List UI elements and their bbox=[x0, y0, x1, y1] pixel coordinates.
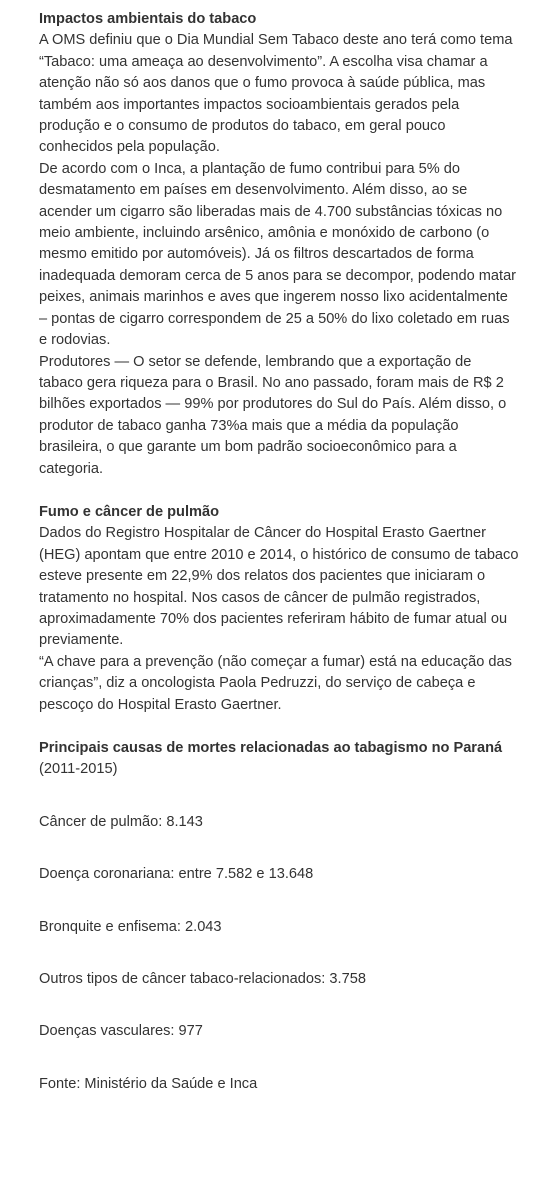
paragraph-heg-data: Dados do Registro Hospitalar de Câncer do Hospital Erasto Gaertner (HEG) apontam que entre 2010 e 2014, o histórico de consumo de tabaco esteve presente em 22,9% dos relatos dos pacientes que iniciaram o tratamento no hospital. Nos casos de câncer de pulmão registrados, aproximadamente 70% dos pacientes referiram hábito de fumar atual ou previamente. bbox=[39, 525, 519, 649]
section-title-death-causes: Principais causas de mortes relacionadas ao tabagismo no Paraná bbox=[39, 740, 503, 756]
period-label: (2011-2015) bbox=[39, 761, 118, 778]
paragraph-inca-deforestation: De acordo com o Inca, a plantação de fumo contribui para 5% do desmatamento em países em desenvolvimento. Além disso, ao se acender um cigarro são liberadas mais de 4.700 substâncias tóxicas no meio ambiente, incluindo arsênico, amônia e monóxido de carbono (o mesmo emitido por automóveis). Já os filtros descartados de forma inadequada demoram cerca de 5 anos para se decompor, podendo matar peixes, animais marinhos e aves que ingerem nosso lixo acidentalmente – pontas de cigarro correspondem de 25 a 50% do lixo coletado em ruas e rodovias. bbox=[39, 160, 517, 349]
paragraph-prevention-quote: “A chave para a prevenção (não começar a fumar) está na educação das crianças”, diz a oncologista Paola Pedruzzi, do serviço de cabeça e pescoço do Hospital Erasto Gaertner. bbox=[39, 653, 512, 713]
section-environmental-impacts bbox=[39, 9, 519, 480]
paragraph-producers: Produtores — O setor se defende, lembrando que a exportação de tabaco gera riqueza para o Brasil. No ano passado, foram mais de R$ 2 bilhões exportados — 99% por produtores do Sul do País. Além disso, o produtor de tabaco ganha 73%a mais que a média da população brasileira, o que garante um bom padrão socioeconômico para a categoria. bbox=[39, 353, 507, 477]
spacer bbox=[39, 938, 519, 969]
spacer bbox=[39, 886, 519, 917]
spacer bbox=[39, 990, 519, 1021]
spacer bbox=[39, 781, 519, 812]
spacer bbox=[39, 1043, 519, 1074]
list-item: Doença coronariana: entre 7.582 e 13.648 bbox=[39, 866, 314, 883]
section-death-causes bbox=[39, 738, 519, 1095]
spacer bbox=[39, 716, 519, 738]
source-note: Fonte: Ministério da Saúde e Inca bbox=[39, 1075, 258, 1092]
list-item: Bronquite e enfisema: 2.043 bbox=[39, 918, 222, 935]
list-item: Outros tipos de câncer tabaco-relacionados: 3.758 bbox=[39, 971, 366, 988]
spacer bbox=[39, 833, 519, 864]
section-title-environmental-impacts: Impactos ambientais do tabaco bbox=[39, 11, 257, 27]
list-item: Doenças vasculares: 977 bbox=[39, 1023, 203, 1040]
list-item: Câncer de pulmão: 8.143 bbox=[39, 813, 203, 830]
section-title-lung-cancer: Fumo e câncer de pulmão bbox=[39, 503, 220, 520]
section-lung-cancer bbox=[39, 502, 519, 716]
spacer bbox=[39, 480, 519, 502]
article-body bbox=[39, 9, 519, 1095]
paragraph-oms-theme: A OMS definiu que o Dia Mundial Sem Tabaco deste ano terá como tema “Tabaco: uma ameaça ao desenvolvimento”. A escolha visa chamar a atenção não só aos danos que o fumo provoca à saúde pública, mas também aos importantes impactos socioambientais gerados pela produção e o consumo de produtos do tabaco, em geral pouco conhecidos pela população. bbox=[39, 32, 513, 156]
